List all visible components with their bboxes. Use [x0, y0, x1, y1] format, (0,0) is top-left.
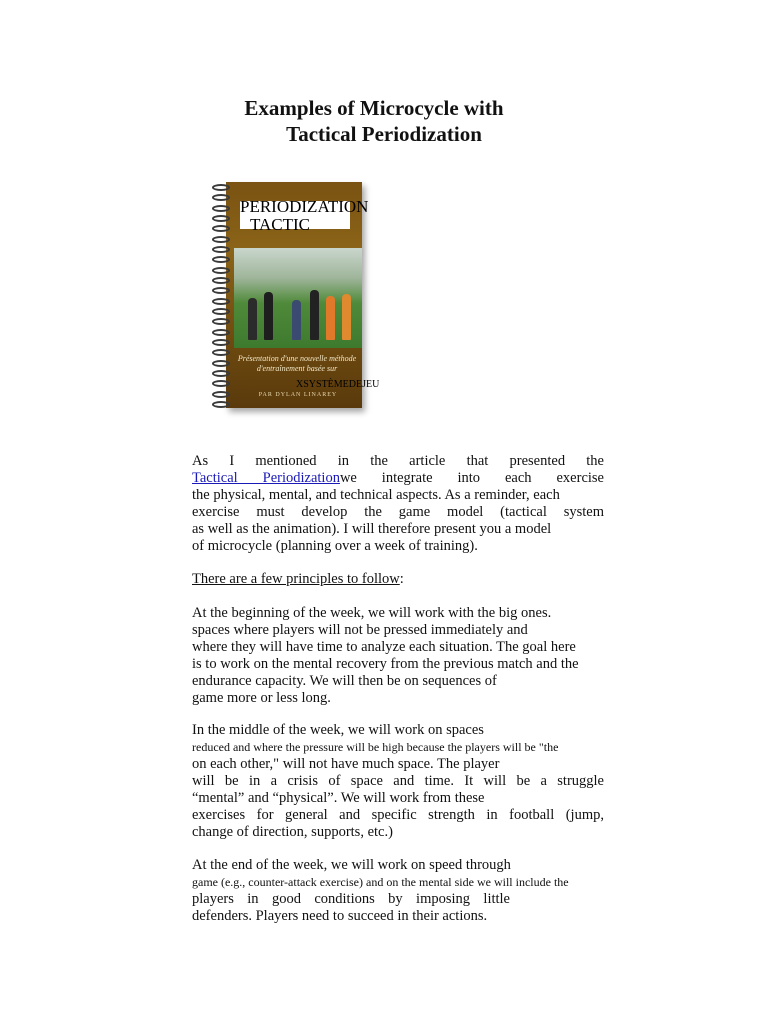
text-fragment: we integrate into each exercise — [339, 470, 604, 486]
cover-subtitle: Présentation d'une nouvelle méthode d'entraînement basée sur — [237, 354, 357, 373]
cover-overlay-text: XSYSTÈMEDEJEU — [296, 379, 380, 390]
middle-paragraph — [192, 722, 604, 841]
end-paragraph — [192, 857, 604, 925]
text-line: endurance capacity. We will then be on sequences of — [192, 673, 497, 689]
beginning-paragraph — [192, 605, 604, 707]
principles-colon: : — [399, 571, 404, 587]
page-title-line-2: Tactical Periodization — [286, 122, 482, 146]
spiral-binding — [212, 184, 234, 408]
cover-title — [240, 198, 368, 234]
text-line — [192, 470, 604, 487]
text-line: defenders. Players need to succeed in their actions. — [192, 908, 488, 924]
text-line: At the end of the week, we will work on speed through — [192, 857, 511, 873]
page-title-line-1: Examples of Microcycle with — [244, 96, 504, 120]
text-line: As I mentioned in the article that presented the — [192, 453, 604, 469]
principles-heading — [192, 571, 604, 588]
text-line: on each other," will not have much space. The player — [192, 756, 500, 772]
text-line: reduced and where the pressure will be high because the players will be "the — [192, 740, 559, 754]
player-figure — [310, 290, 319, 340]
text-line: will be in a crisis of space and time. It will be a struggle — [192, 773, 604, 789]
principles-label: There are a few principles to follow — [192, 571, 400, 587]
text-line: game more or less long. — [192, 690, 331, 706]
book-cover-image — [212, 178, 380, 428]
text-line: In the middle of the week, we will work on spaces — [192, 722, 484, 738]
text-line: the physical, mental, and technical aspects. As a reminder, each — [192, 487, 560, 503]
text-line: change of direction, supports, etc.) — [192, 824, 393, 840]
text-line: spaces where players will not be pressed immediately and — [192, 622, 528, 638]
text-line: is to work on the mental recovery from the previous match and the — [192, 656, 579, 672]
text-line: of microcycle (planning over a week of training). — [192, 538, 478, 554]
tactical-periodization-link[interactable]: Tactical Periodization — [192, 470, 340, 486]
cover-author: PAR DYLAN LINAREY — [258, 392, 338, 398]
player-figure — [342, 294, 351, 340]
player-figure — [292, 300, 301, 340]
cover-title-line-1: PERIODIZATION — [240, 197, 369, 216]
cover-title-line-2: TACTIC — [250, 215, 311, 234]
player-figure — [248, 298, 257, 340]
player-figure — [264, 292, 273, 340]
intro-paragraph — [192, 453, 604, 555]
training-photo — [234, 248, 362, 348]
text-line: game (e.g., counter-attack exercise) and on the mental side we will include the — [192, 875, 569, 889]
text-line: “mental” and “physical”. We will work from these — [192, 790, 485, 806]
text-line: At the beginning of the week, we will work with the big ones. — [192, 605, 552, 621]
text-line: where they will have time to analyze each situation. The goal here — [192, 639, 576, 655]
player-figure — [326, 296, 335, 340]
text-line: players in good conditions by imposing little — [192, 891, 510, 907]
text-line: exercises for general and specific strength in football (jump, — [192, 807, 604, 823]
text-line: as well as the animation). I will therefore present you a model — [192, 521, 552, 537]
text-line: exercise must develop the game model (tactical system — [192, 504, 604, 520]
